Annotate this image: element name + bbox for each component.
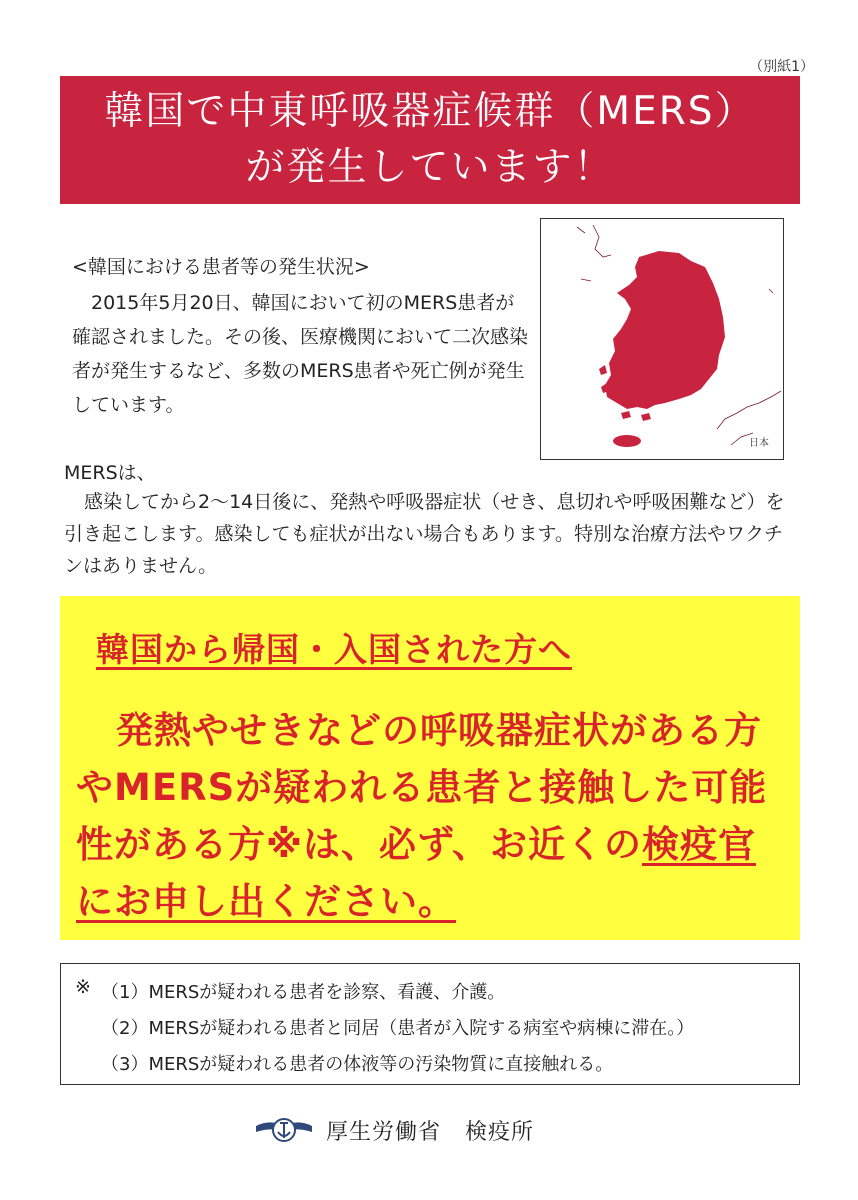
korea-map-graphic (541, 219, 783, 459)
notice-subtitle: 韓国から帰国・入国された方へ (96, 630, 572, 669)
annex-label: （別紙1） (749, 59, 814, 75)
office-name: 検疫所 (465, 1119, 535, 1145)
mers-heading: MERSは、 (64, 462, 156, 484)
quarantine-emblem-icon (252, 1110, 316, 1150)
status-heading: <韓国における患者等の発生状況> (72, 256, 370, 278)
notice-main-emphasis: 検疫官にお申し出ください。 (76, 823, 757, 923)
status-body: 2015年5月20日、韓国において初のMERS患者が確認されました。その後、医療機関において二次感染者が発生するなど、多数のMERS患者や死亡例が発生しています。 (72, 292, 529, 416)
mers-body (64, 486, 794, 582)
footnote-mark: ※ (75, 976, 91, 998)
title-banner (60, 76, 800, 204)
ministry-name: 厚生労働省 (326, 1119, 442, 1145)
korea-map (540, 218, 784, 460)
notice-main (76, 702, 786, 930)
title-line-1: 韓国で中東呼吸器症候群（MERS） (104, 89, 756, 134)
mers-body-text: 感染してから2～14日後に、発熱や呼吸器症状（せき、息切れや呼吸困難など）を引き起こします。感染しても症状が出ない場合もあります。特別な治療方法やワクチンはありません。 (64, 491, 785, 577)
title-line-2: が発生しています！ (245, 145, 615, 190)
map-label-japan: 日本 (749, 438, 769, 449)
notice-main-text: 発熱やせきなどの呼吸器症状がある方やMERSが疑われる患者と接触した可能性がある方※は、必ず、お近くの (76, 709, 768, 866)
footnote-box (60, 963, 800, 1085)
notice-box (60, 596, 800, 940)
footnote-item-3: （3）MERSが疑われる患者の体液等の汚染物質に直接触れる。 (101, 1054, 614, 1075)
footnote-item-2: （2）MERSが疑われる患者と同居（患者が入院する病室や病棟に滞在。） (101, 1018, 695, 1039)
footnote-item-1: （1）MERSが疑われる患者を診察、看護、介護。 (101, 982, 506, 1003)
footer (252, 1110, 534, 1150)
